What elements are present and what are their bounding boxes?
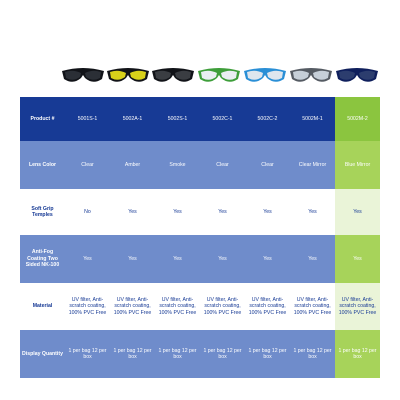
table-cell-highlighted: UV filter, Anti-scratch coating, 100% PVC Free [335, 283, 380, 330]
table-cell: 5002M-1 [302, 115, 323, 122]
table-cell: Yes [218, 255, 227, 262]
table-cell-highlighted: Yes [335, 189, 380, 235]
table-cell: Yes [308, 255, 317, 262]
table-cell: No [84, 208, 91, 215]
table-row-display-quantity [20, 330, 380, 378]
table-cell: 5001S-1 [77, 115, 98, 122]
glasses-icon [334, 62, 380, 88]
table-cell: 5002A-1 [122, 115, 143, 122]
table-row-lens-color [20, 141, 380, 189]
table-cell: Amber [124, 161, 141, 168]
table-row-soft-grip [20, 189, 380, 235]
glasses-images-row [60, 62, 380, 88]
table-cell: Yes [83, 255, 92, 262]
table-cell: Yes [218, 208, 227, 215]
table-cell-highlighted: Blue Mirror [335, 141, 380, 189]
table-cell: Clear [216, 161, 229, 168]
table-cell: Yes [308, 208, 317, 215]
row-label: Product # [30, 115, 55, 122]
table-cell: 5002C-1 [212, 115, 233, 122]
row-label: Display Quantity [22, 350, 63, 357]
row-label: Anti-Fog Coating Two Sided NK-100 [25, 249, 60, 269]
comparison-table [20, 97, 380, 378]
table-cell: Clear [261, 161, 274, 168]
table-cell: 1 per bag 12 per box [293, 347, 332, 360]
glasses-icon [288, 62, 334, 88]
table-cell: UV filter, Anti-scratch coating, 100% PVC Free [248, 296, 287, 316]
table-cell: Yes [173, 255, 182, 262]
table-row-product-number [20, 97, 380, 141]
glasses-icon [242, 62, 288, 88]
table-cell: 5002S-1 [167, 115, 188, 122]
glasses-icon [150, 62, 196, 88]
row-label: Material [32, 303, 53, 310]
row-label: Soft Grip Temples [31, 205, 54, 218]
table-cell-highlighted: 5002M-2 [335, 97, 380, 141]
table-cell: Clear Mirror [298, 161, 327, 168]
table-cell: 5002C-2 [257, 115, 278, 122]
table-cell: UV filter, Anti-scratch coating, 100% PVC Free [203, 296, 242, 316]
table-cell-highlighted: Yes [335, 235, 380, 283]
table-cell: Yes [263, 255, 272, 262]
table-cell: 1 per bag 12 per box [203, 347, 242, 360]
table-cell-highlighted: 1 per bag 12 per box [335, 330, 380, 378]
table-cell: 1 per bag 12 per box [68, 347, 107, 360]
table-cell: 1 per bag 12 per box [113, 347, 152, 360]
table-cell: Smoke [169, 161, 186, 168]
table-cell: 1 per bag 12 per box [248, 347, 287, 360]
glasses-icon [105, 62, 151, 88]
table-cell: Clear [81, 161, 94, 168]
table-row-anti-fog [20, 235, 380, 283]
glasses-icon [196, 62, 242, 88]
table-cell: UV filter, Anti-scratch coating, 100% PVC Free [68, 296, 107, 316]
table-cell: UV filter, Anti-scratch coating, 100% PVC Free [158, 296, 197, 316]
table-cell: Yes [263, 208, 272, 215]
table-cell: Yes [128, 255, 137, 262]
glasses-icon [60, 62, 106, 88]
table-cell: Yes [173, 208, 182, 215]
row-label: Lens Color [28, 161, 57, 168]
table-cell: Yes [128, 208, 137, 215]
table-cell: 1 per bag 12 per box [158, 347, 197, 360]
table-row-material [20, 283, 380, 330]
table-cell: UV filter, Anti-scratch coating, 100% PVC Free [293, 296, 332, 316]
table-cell: UV filter, Anti-scratch coating, 100% PVC Free [113, 296, 152, 316]
